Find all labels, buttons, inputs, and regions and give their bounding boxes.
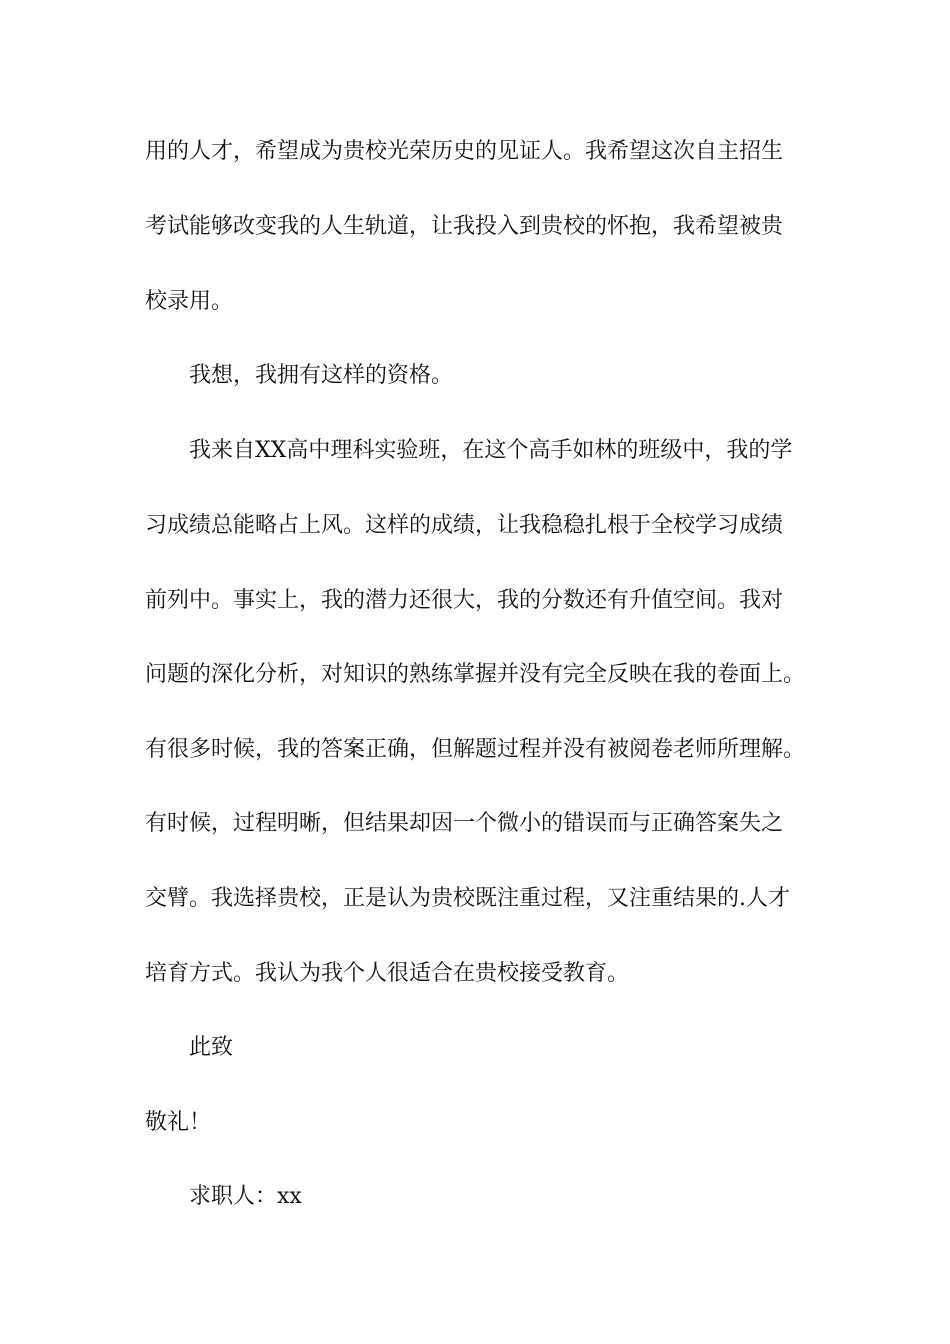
body-text-line: 用的人才，希望成为贵校光荣历史的见证人。我希望这次自主招生 [145, 139, 784, 164]
closing-salutation: 此致 [189, 1035, 234, 1060]
body-text-line: 有很多时候，我的答案正确，但解题过程并没有被阅卷老师所理解。 [145, 737, 806, 762]
body-text-line: 问题的深化分析，对知识的熟练掌握并没有完全反映在我的卷面上。 [145, 662, 806, 687]
signature-line: 求职人：xx [189, 1184, 302, 1209]
closing-respect: 敬礼！ [145, 1110, 212, 1135]
body-text-line: 习成绩总能略占上风。这样的成绩，让我稳稳扎根于全校学习成绩 [145, 513, 784, 538]
paragraph-line: 我来自XX高中理科实验班，在这个高手如林的班级中，我的学 [189, 438, 793, 463]
paragraph-line: 我想，我拥有这样的资格。 [189, 363, 454, 388]
body-text-line: 交臂。我选择贵校，正是认为贵校既注重过程，又注重结果的.人才 [145, 886, 790, 911]
body-text-line: 考试能够改变我的人生轨道，让我投入到贵校的怀抱，我希望被贵 [145, 214, 784, 239]
body-text-line: 校录用。 [145, 289, 234, 314]
body-text-line: 前列中。事实上，我的潜力还很大，我的分数还有升值空间。我对 [145, 588, 784, 613]
body-text-line: 培育方式。我认为我个人很适合在贵校接受教育。 [145, 961, 630, 986]
body-text-line: 有时候，过程明晰，但结果却因一个微小的错误而与正确答案失之 [145, 811, 784, 836]
